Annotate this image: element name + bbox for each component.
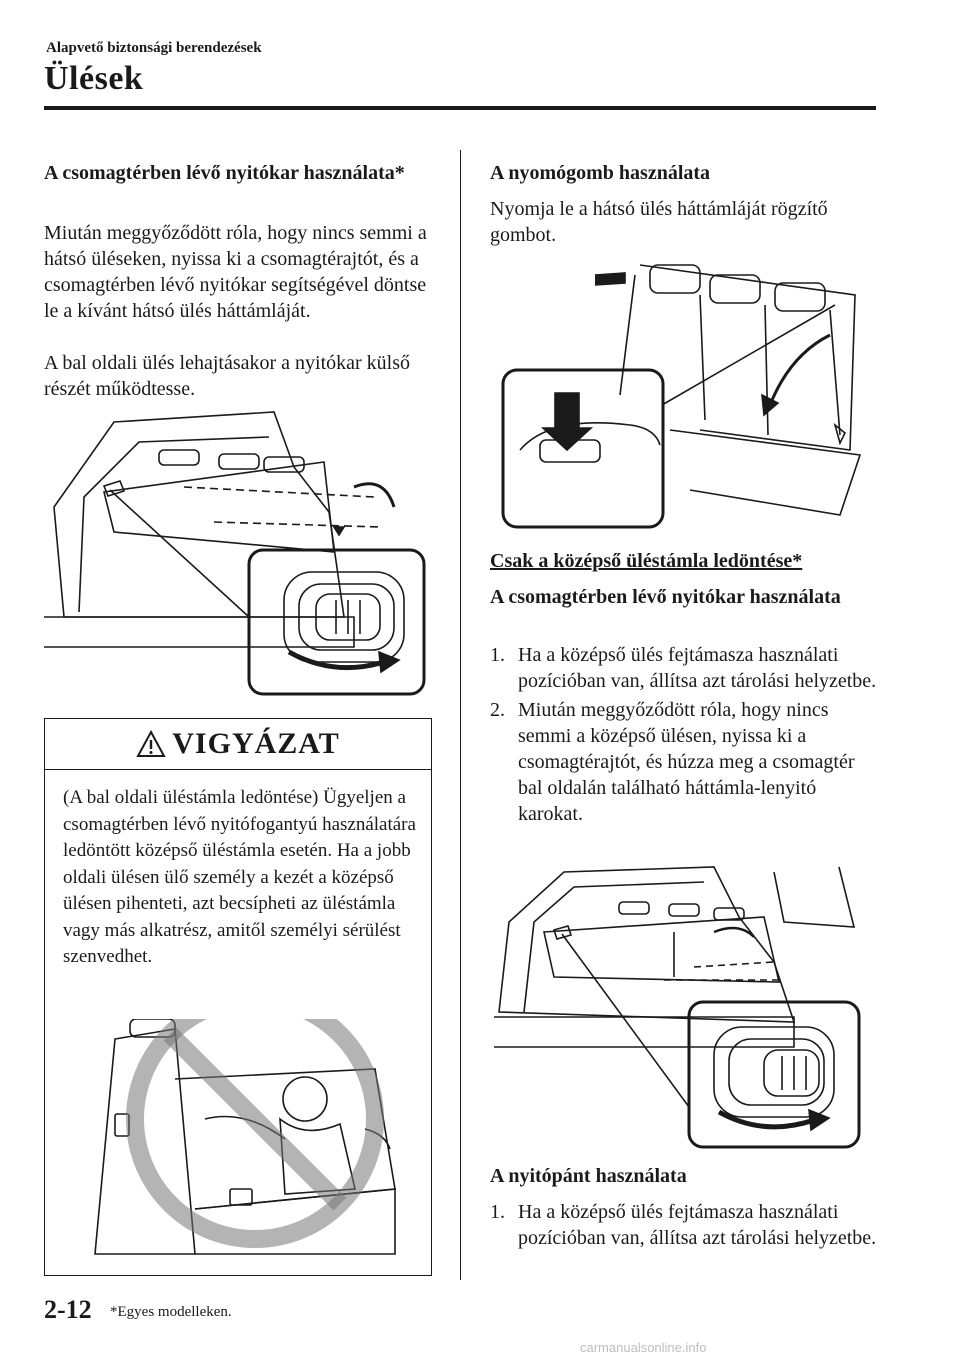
step-number: 2. xyxy=(490,699,505,721)
caution-text: (A bal oldali üléstámla ledöntése) Ügyeljen a csomagtérben lévő nyitófogantyú használatára ledöntött középső üléstámla esetén. Ha a jobb oldali ülésen ülő személy a kezét a középső ülésen pihenteti, azt becsípheti az üléstámla vagy más alkatrész, amitől személyi sérülést szenvedhet. xyxy=(63,787,416,967)
left-para-2: A bal oldali ülés lehajtásakor a nyitókar külső részét működtesse. xyxy=(44,352,411,400)
list-item xyxy=(490,642,878,694)
right-heading-1: A nyomógomb használata xyxy=(490,162,711,184)
caution-illustration xyxy=(75,1019,405,1259)
page-title: Ülések xyxy=(44,60,144,97)
step-text: Miután meggyőződött róla, hogy nincs semmi a középső ülésen, nyissa ki a csomagtérajtót, és húzza meg a csomagtér bal oldalán található háttámla-lenyitó karokat. xyxy=(518,699,855,825)
step-number: 1. xyxy=(490,644,505,666)
right-heading-3: A nyitópánt használata xyxy=(490,1165,687,1187)
trunk-lever-illustration xyxy=(44,402,430,702)
steps-list-1 xyxy=(490,642,878,827)
step-text: Ha a középső ülés fejtámasza használati pozícióban van, állítsa azt tárolási helyzetbe. xyxy=(518,644,877,692)
left-heading: A csomagtérben lévő nyitókar használata* xyxy=(44,162,405,184)
left-para-1: Miután meggyőződött róla, hogy nincs semmi a hátsó üléseken, nyissa ki a csomagtérajtót, és a csomagtérben lévő nyitókar segítségével döntse le a kívánt hátsó ülés háttámláját. xyxy=(44,222,427,322)
section-label: Alapvető biztonsági berendezések xyxy=(46,40,262,56)
middle-seat-lever-illustration xyxy=(494,862,874,1152)
page-number: 2-12 xyxy=(44,1295,92,1324)
title-rule xyxy=(44,106,876,110)
step-text: Ha a középső ülés fejtámasza használati pozícióban van, állítsa azt tárolási helyzetbe. xyxy=(518,1201,877,1249)
watermark: carmanualsonline.info xyxy=(580,1340,707,1355)
list-item xyxy=(490,697,878,827)
right-subheading: Csak a középső üléstámla ledöntése* xyxy=(490,550,803,572)
footnote: *Egyes modelleken. xyxy=(110,1304,232,1320)
list-item xyxy=(490,1199,878,1251)
column-divider xyxy=(460,150,461,1280)
steps-list-2 xyxy=(490,1199,878,1251)
seat-button-illustration xyxy=(500,255,876,530)
caution-box xyxy=(44,718,432,1276)
step-number: 1. xyxy=(490,1201,505,1223)
warning-triangle-icon xyxy=(136,730,166,758)
right-para-1: Nyomja le a hátsó ülés háttámláját rögzítő gombot. xyxy=(490,198,828,246)
caution-title: VIGYÁZAT xyxy=(172,727,340,760)
right-heading-2: A csomagtérben lévő nyitókar használata xyxy=(490,586,841,608)
caution-header xyxy=(45,719,431,770)
